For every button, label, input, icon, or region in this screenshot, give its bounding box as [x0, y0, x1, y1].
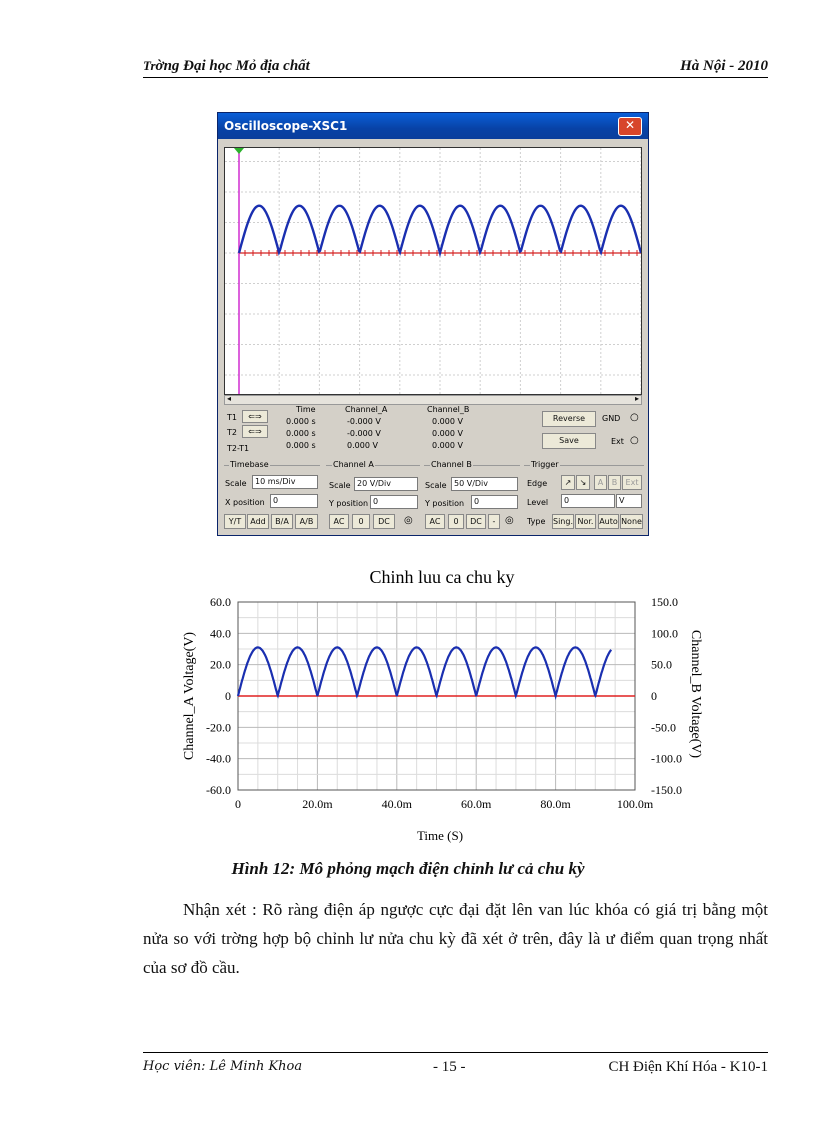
channel-a-scale-field[interactable]: 20 V/Div [354, 477, 418, 491]
y-tick-label: 60.0 [210, 595, 231, 609]
time-header: Time [296, 405, 316, 414]
x-tick-label: 100.0m [616, 797, 654, 811]
trigger-title: Trigger [531, 460, 559, 469]
y2-tick-label: 100.0 [651, 626, 678, 641]
cursor-marker-icon[interactable] [234, 148, 244, 154]
ext-label: Ext [611, 437, 624, 446]
auto-button[interactable]: Auto [598, 514, 619, 529]
ab-button[interactable]: A/B [295, 514, 318, 529]
readout-cell: 0.000 s [286, 441, 316, 450]
channel-a-scale-label: Scale [329, 481, 351, 490]
yt-button[interactable]: Y/T [224, 514, 246, 529]
x-tick-label: 20.0m [302, 797, 333, 811]
channel-b-ypos-label: Y position [425, 499, 465, 508]
channel-a-ypos-label: Y position [329, 499, 369, 508]
channel-b-minus-button[interactable]: - [488, 514, 500, 529]
y-tick-label: 40.0 [210, 626, 231, 641]
channel-b-scale-label: Scale [425, 481, 447, 490]
channel-a-header: Channel_A [345, 405, 388, 414]
timebase-scale-field[interactable]: 10 ms/Div [252, 475, 318, 489]
channel-a-ac-button[interactable]: AC [329, 514, 349, 529]
y2-tick-label: -100.0 [651, 751, 682, 766]
header-right: Hà Nội - 2010 [680, 58, 768, 74]
gnd-terminal-icon[interactable]: ○ [630, 412, 639, 423]
t2-label: T2 [227, 428, 237, 437]
x-tick-label: 80.0m [540, 797, 571, 811]
none-button[interactable]: None [620, 514, 643, 529]
x-axis-label: Time (S) [416, 828, 464, 843]
add-button[interactable]: Add [247, 514, 269, 529]
footer-right: CH Điện Khí Hóa - K10-1 [608, 1059, 768, 1075]
scroll-left-icon[interactable]: ◂ [227, 394, 232, 403]
gnd-label: GND [602, 414, 621, 423]
y-tick-label: -40.0 [206, 751, 231, 766]
oscilloscope-window [217, 112, 649, 536]
reverse-button[interactable]: Reverse [542, 411, 596, 427]
channel-b-dc-button[interactable]: DC [466, 514, 486, 529]
ba-button[interactable]: B/A [271, 514, 293, 529]
y2-tick-label: -150.0 [651, 783, 682, 797]
x-tick-label: 0 [235, 797, 241, 811]
x-tick-label: 60.0m [461, 797, 492, 811]
readout-cell: 0.000 s [286, 417, 316, 426]
readout-cell: -0.000 V [347, 429, 381, 438]
channel-a-dc-button[interactable]: DC [373, 514, 395, 529]
save-button[interactable]: Save [542, 433, 596, 449]
trigger-b-button[interactable]: B [608, 475, 621, 490]
channel-a-terminal-icon[interactable]: ◎ [404, 515, 413, 526]
scope-screen [224, 147, 642, 395]
channel-a-ypos-field[interactable]: 0 [370, 495, 418, 509]
footer-left: Học viên: Lê Minh Khoa [143, 1059, 303, 1074]
window-title: Oscilloscope-XSC1 [224, 119, 348, 133]
readout-cell: 0.000 V [347, 441, 378, 450]
window-titlebar [218, 113, 648, 139]
figure-caption: Hình 12: Mô phỏng mạch điện chỉnh lư cả chu kỳ [231, 859, 585, 878]
ext-terminal-icon[interactable]: ○ [630, 435, 639, 446]
y2-tick-label: 0 [651, 689, 657, 703]
trigger-ext-button[interactable]: Ext [622, 475, 642, 490]
page-header [143, 55, 768, 78]
paragraph-text: Nhận xét : Rõ ràng điện áp ngược cực đại đặt lên van lúc khóa có giá trị bằng một nửa so với trờng hợp bộ chỉnh lư nửa chu kỳ đã xét ở trên, đây là ư điểm quan trọng nhất của sơ đồ cầu. [143, 900, 768, 977]
page-footer [143, 1052, 768, 1079]
channel-b-header: Channel_B [427, 405, 470, 414]
scope-scrollbar[interactable] [224, 395, 642, 405]
channel-b-scale-field[interactable]: 50 V/Div [451, 477, 518, 491]
trigger-level-unit[interactable]: V [616, 494, 642, 508]
timebase-title: Timebase [230, 460, 269, 469]
body-paragraph [143, 895, 768, 982]
trigger-level-label: Level [527, 498, 549, 507]
trigger-level-field[interactable]: 0 [561, 494, 615, 508]
scope-trace [225, 148, 641, 394]
trigger-a-button[interactable]: A [594, 475, 607, 490]
channel-b-zero-button[interactable]: 0 [448, 514, 464, 529]
close-button[interactable]: ✕ [618, 117, 642, 136]
y-tick-label: 20.0 [210, 657, 231, 672]
t1-label: T1 [227, 413, 237, 422]
y-tick-label: -60.0 [206, 783, 231, 797]
header-left [143, 58, 310, 75]
single-button[interactable]: Sing. [552, 514, 574, 529]
timebase-xpos-field[interactable]: 0 [270, 494, 318, 508]
falling-edge-icon[interactable]: ↘ [576, 475, 590, 490]
y-axis-label: Channel_A Voltage(V) [182, 631, 197, 761]
header-left-prefix: Tr [143, 58, 156, 73]
channel-a-zero-button[interactable]: 0 [352, 514, 370, 529]
readout-cell: 0.000 V [432, 429, 463, 438]
timebase-scale-label: Scale [225, 479, 247, 488]
normal-button[interactable]: Nor. [575, 514, 596, 529]
y-tick-label: 0 [225, 689, 231, 703]
chart-title: Chinh luu ca chu ky [369, 567, 515, 587]
x-tick-label: 40.0m [381, 797, 412, 811]
rising-edge-icon[interactable]: ↗ [561, 475, 575, 490]
y-tick-label: -20.0 [206, 720, 231, 735]
channel-b-ypos-field[interactable]: 0 [471, 495, 518, 509]
y2-tick-label: -50.0 [651, 720, 676, 735]
trigger-type-label: Type [527, 517, 546, 526]
readout-cell: 0.000 V [432, 417, 463, 426]
y2-tick-label: 150.0 [651, 595, 678, 609]
readout-cell: 0.000 V [432, 441, 463, 450]
t2-t1-label: T2-T1 [227, 444, 250, 453]
y2-tick-label: 50.0 [651, 657, 672, 672]
t1-arrows-button[interactable]: ⇐⇒ [242, 410, 268, 423]
timebase-xpos-label: X position [225, 498, 265, 507]
channel-b-ac-button[interactable]: AC [425, 514, 445, 529]
channel-b-title: Channel B [431, 460, 472, 469]
t2-arrows-button[interactable]: ⇐⇒ [242, 425, 268, 438]
readout-cell: 0.000 s [286, 429, 316, 438]
chart-svg [175, 562, 715, 847]
y2-axis-label: Channel_B Voltage(V) [688, 629, 703, 759]
trigger-edge-label: Edge [527, 479, 548, 488]
header-left-text: ờng Đại học Mỏ địa chất [155, 58, 310, 74]
channel-a-title: Channel A [333, 460, 374, 469]
page-number: - 15 - [433, 1059, 466, 1075]
readout-cell: -0.000 V [347, 417, 381, 426]
scroll-right-icon[interactable]: ▸ [634, 394, 639, 403]
channel-b-terminal-icon[interactable]: ◎ [505, 515, 514, 526]
grapher-chart [175, 562, 715, 847]
scope-grid [225, 148, 641, 394]
